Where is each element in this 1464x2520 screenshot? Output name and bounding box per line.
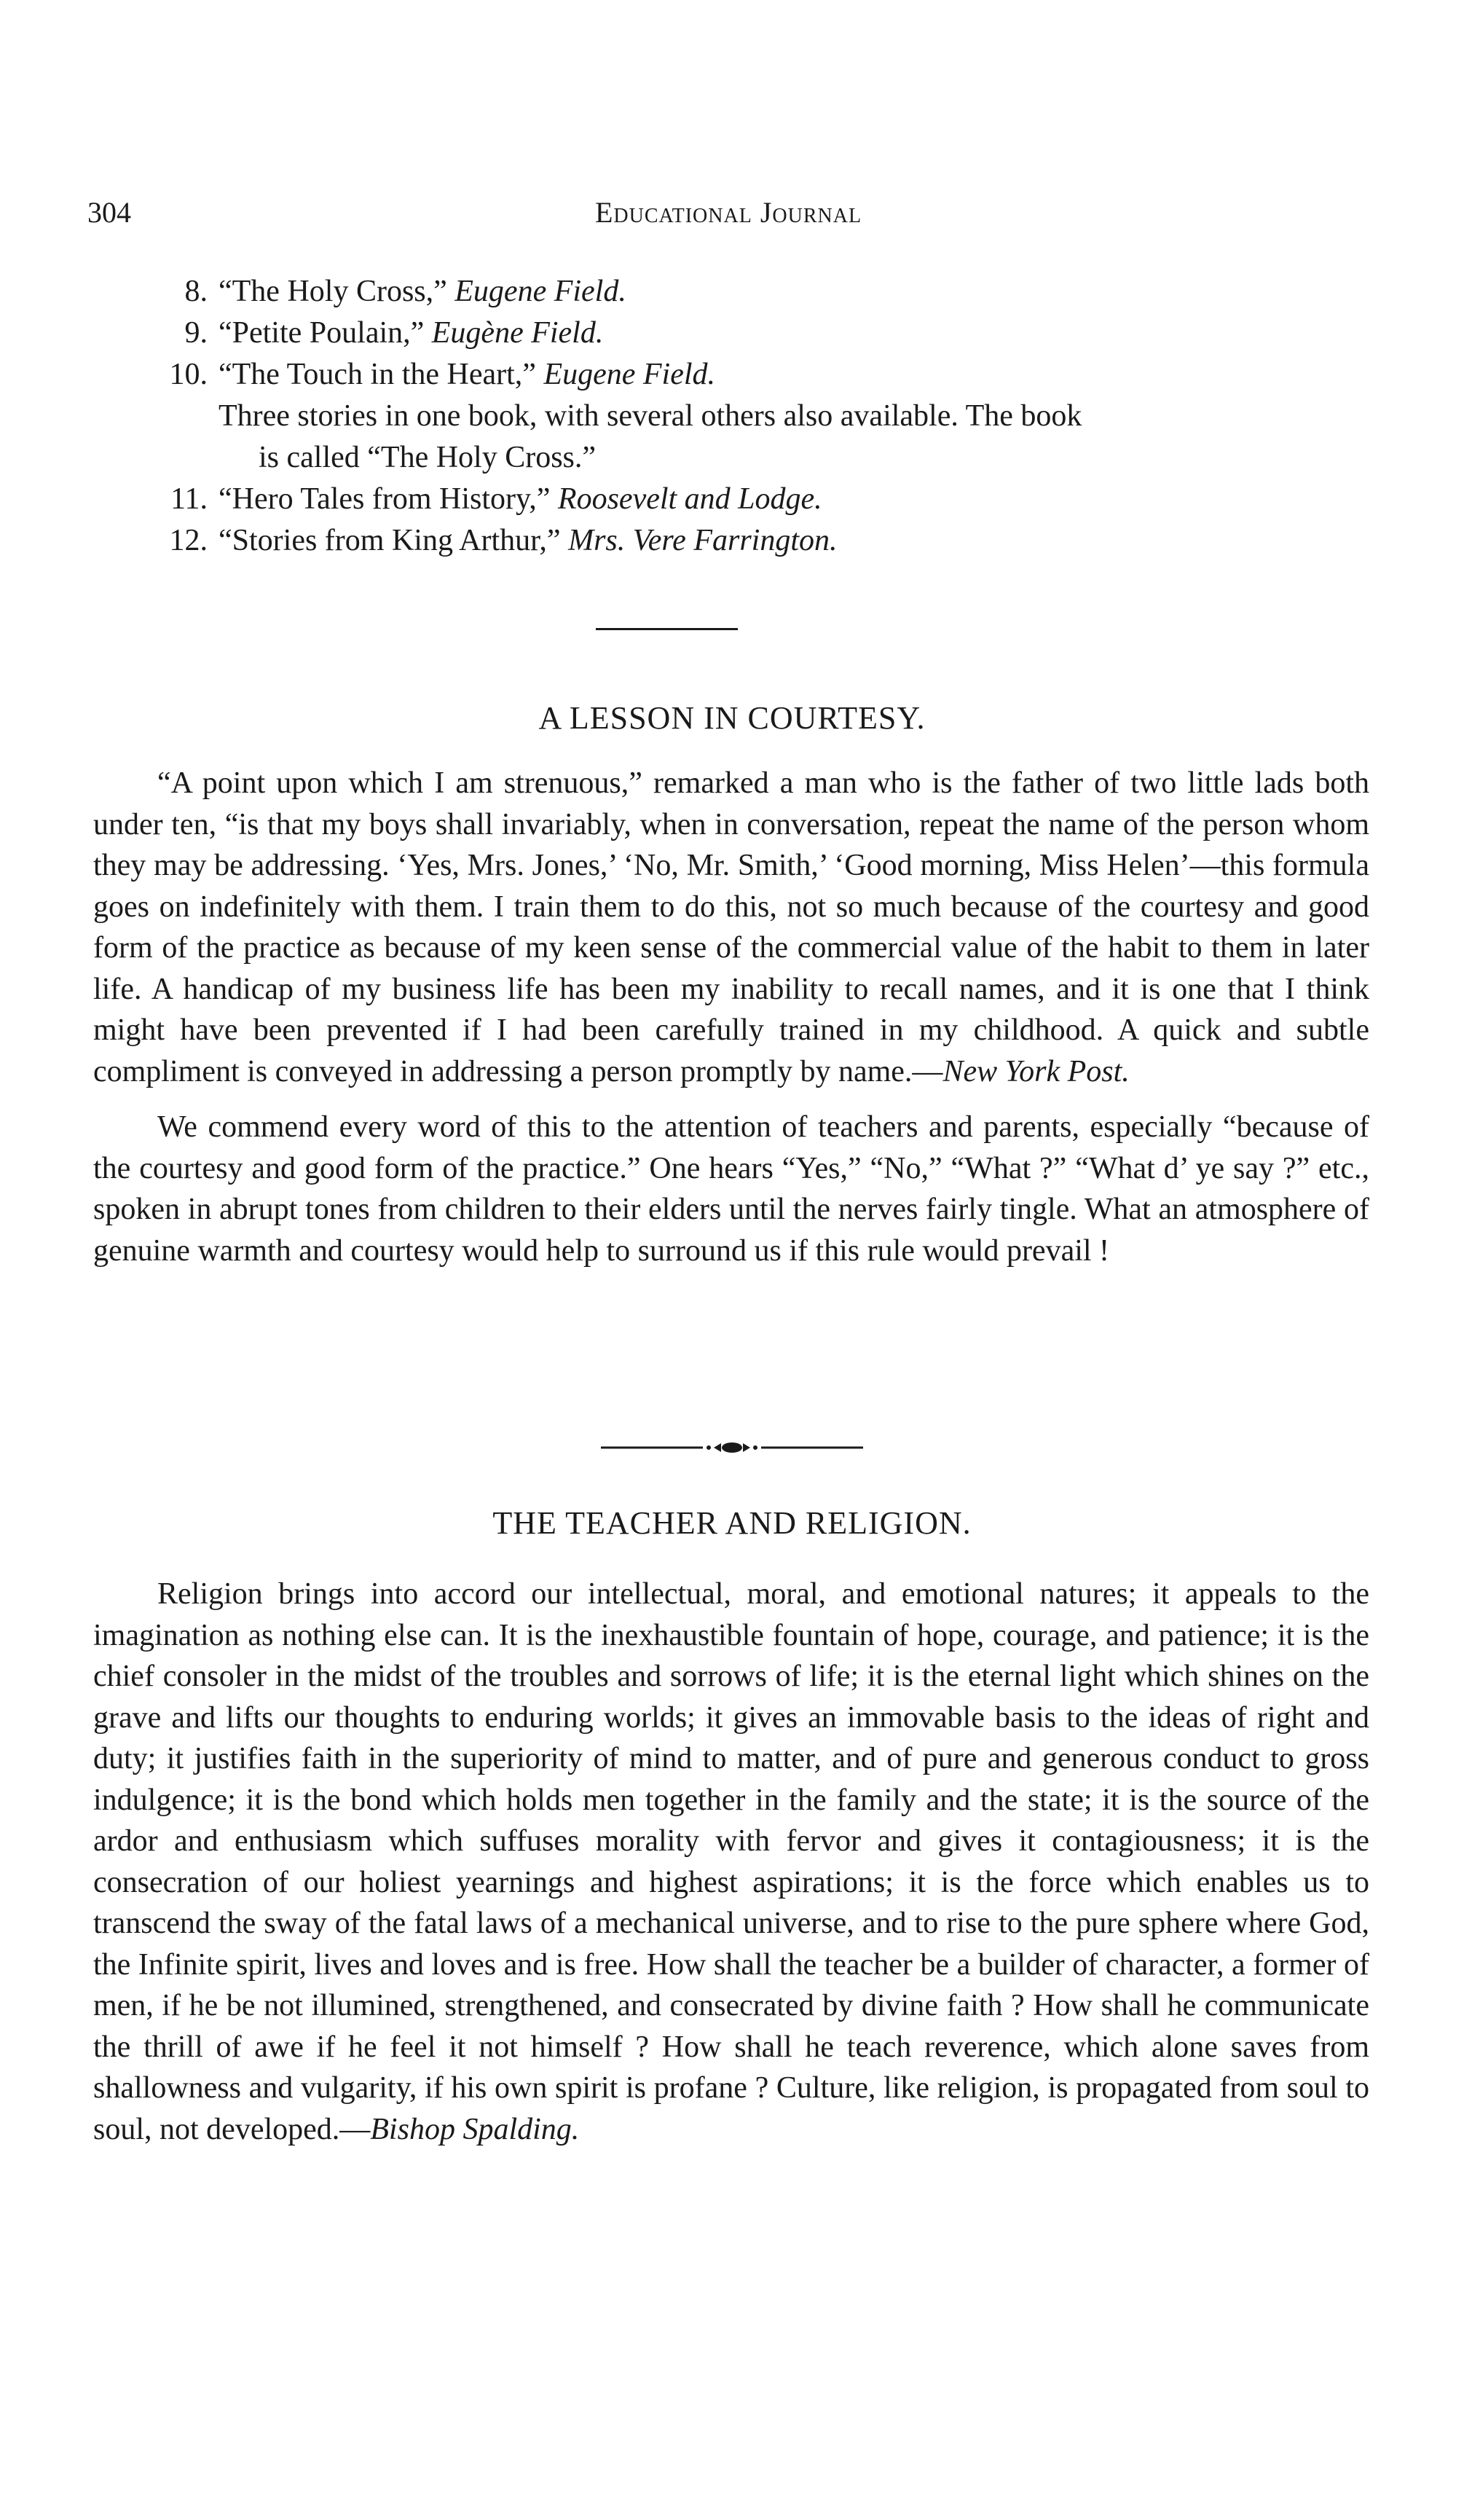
book-author: Eugène Field. xyxy=(431,316,604,350)
item-number: 12. xyxy=(169,524,208,557)
item-number: 11. xyxy=(170,482,208,516)
book-list xyxy=(131,271,1369,562)
paragraph: We commend every word of this to the attention of teachers and parents, especially “because of the courtesy and good form of the practice.” One hears “Yes,” “No,” “What ?” “What d’ ye say ?” etc., spoken in abrupt tones from children to their elders until the nerves fairly tingle. What an atmosphere of genuine warmth and courtesy would help to surround us if this rule would prevail ! xyxy=(93,1110,1369,1268)
book-title: “Stories from King Arthur,” xyxy=(219,524,561,557)
book-title: “Petite Poulain,” xyxy=(219,316,425,350)
item-number: 9. xyxy=(184,316,208,350)
list-item xyxy=(131,271,1369,313)
book-author: Eugene Field. xyxy=(543,358,716,391)
section-divider-rule xyxy=(596,628,738,630)
paragraph-text: Religion brings into accord our intellectual, moral, and emotional natures; it appeals to the imagination as nothing else can. It is the inexhaustible fountain of hope, courage, and patience; it is the chief consoler in the midst of the troubles and sorrows of life; it is the eternal light which shines on the grave and lifts our thoughts to enduring worlds; it gives an immovable basis to the ideas of right and duty; it justifies faith in the superiority of mind to matter, and of pure and generous conduct to gross indulgence; it is the bond which holds men together in the family and the state; it is the source of the ardor and enthusiasm which suffuses morality with fervor and gives it contagiousness; it is the consecration of our holiest yearnings and highest aspirations; it is the force which enables us to transcend the sway of the fatal laws of a mechanical universe, and to rise to the pure sphere where God, the Infinite spirit, lives and loves and is free. How shall the teacher be a builder of character, a former of men, if he be not illumined, strengthened, and consecrated by divine faith ? How shall he communicate the thrill of awe if he feel it not himself ? How shall he teach reverence, which alone saves from shallowness and vulgarity, if his own spirit is profane ? Culture, like religion, is propagated from soul to soul, not developed.— xyxy=(93,1577,1369,2146)
book-author: Mrs. Vere Farrington. xyxy=(568,524,838,557)
item-number: 10. xyxy=(169,358,208,391)
source-citation: Bishop Spalding. xyxy=(370,2112,580,2146)
list-item xyxy=(131,313,1369,354)
section-heading: A LESSON IN COURTESY. xyxy=(538,700,926,736)
ornamental-divider xyxy=(0,1437,1464,1459)
item-number: 8. xyxy=(184,275,208,308)
paragraph xyxy=(93,1574,1369,2150)
book-author: Roosevelt and Lodge. xyxy=(557,482,822,516)
section-heading: THE TEACHER AND RELIGION. xyxy=(492,1505,972,1541)
list-item xyxy=(131,520,1369,562)
book-title: “The Holy Cross,” xyxy=(219,275,447,308)
page-number: 304 xyxy=(87,196,131,229)
list-item xyxy=(131,354,1369,479)
paragraph-text: “A point upon which I am strenuous,” remarked a man who is the father of two little lads both under ten, “is that my boys shall invariably, when in conversation, repeat the name of the person whom they may be addressing. ‘Yes, Mrs. Jones,’ ‘No, Mr. Smith,’ ‘Good morning, Miss Helen’—this formula goes on indefinitely with them. I train them to do this, not so much because of the courtesy and good form of the practice as because of my keen sense of the commercial value of the habit to them in later life. A handicap of my business life has been my inability to recall names, and it is one that I think might have been prevented if I had been carefully trained in my childhood. A quick and subtle compliment is conveyed in addressing a person promptly by name.— xyxy=(93,766,1369,1088)
running-title: Educational Journal xyxy=(594,196,862,229)
source-citation: New York Post. xyxy=(942,1054,1130,1088)
ornament-flourish-icon xyxy=(601,1437,863,1459)
book-author: Eugene Field. xyxy=(454,275,626,308)
book-note-line: Three stories in one book, with several others also available. The book xyxy=(219,399,1082,433)
book-title: “Hero Tales from History,” xyxy=(219,482,551,516)
article-body xyxy=(93,763,1369,1286)
book-note xyxy=(219,396,1369,479)
paragraph xyxy=(93,763,1369,1092)
article-body xyxy=(93,1574,1369,2164)
book-title: “The Touch in the Heart,” xyxy=(219,358,536,391)
list-item xyxy=(131,479,1369,520)
book-note-line: is called “The Holy Cross.” xyxy=(259,441,597,474)
page-header xyxy=(87,195,1369,239)
